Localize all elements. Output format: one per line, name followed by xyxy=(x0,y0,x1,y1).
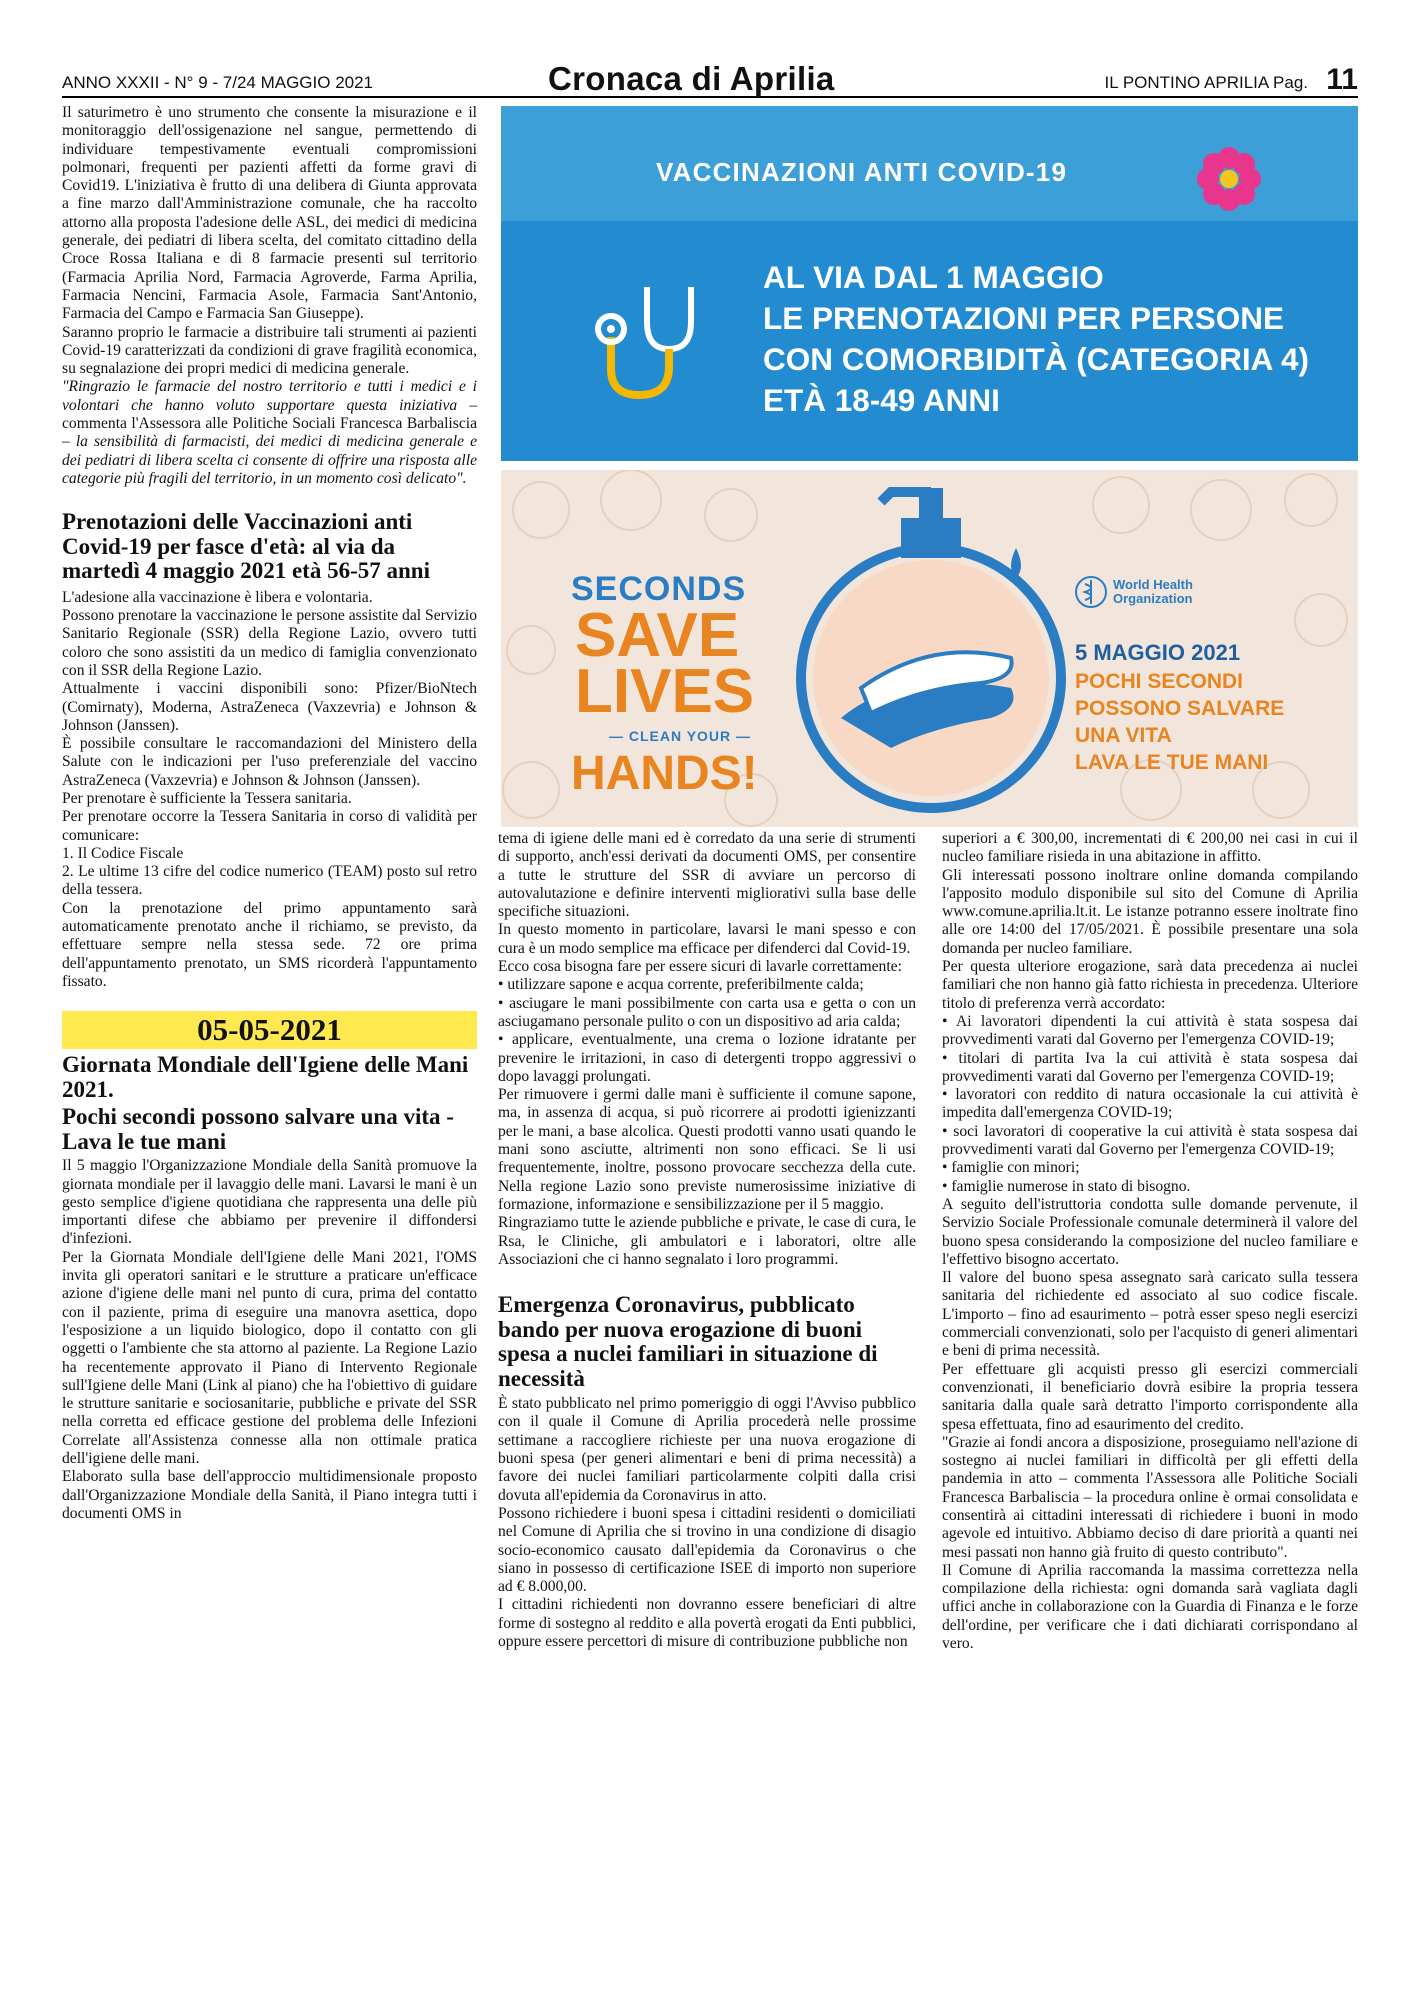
slogan-line: POSSONO SALVARE xyxy=(1075,697,1285,720)
banner-line: AL VIA DAL 1 MAGGIO xyxy=(763,259,1104,295)
article-subheadline: Pochi secondi possono salvare una vita - Lava le tue mani xyxy=(62,1104,454,1154)
paragraph: A seguito dell'istruttoria condotta sulle domande pervenute, il Servizio Sociale Professionale comunale determinerà il valore del buono spesa considerando la composizione del nucleo familiare e l'effettivo bisogno accertato. xyxy=(942,1195,1358,1268)
paragraph: Possono richiedere i buoni spesa i cittadini residenti o domiciliati nel Comune di Aprilia che si trovino in una condizione di disagio socio-economico causato dall'epidemia da Coronavirus o che siano in possesso di certificazione ISEE di importo non superiore ad € 8.000,00. xyxy=(498,1504,916,1596)
paragraph: Con la prenotazione del primo appuntamento sarà automaticamente prenotato anche il richiamo, se previsto, da effettuare sempre nella stessa sede. 72 ore prima dell'appuntamento prenotato, un SMS ricorderà l'appuntamento fissato. xyxy=(62,899,477,990)
who-logo-icon xyxy=(1073,574,1109,610)
issue-info: ANNO XXXII - N° 9 - 7/24 MAGGIO 2021 xyxy=(62,73,374,92)
paragraph: Per prenotare occorre la Tessera Sanitaria in corso di validità per comunicare: xyxy=(62,808,477,844)
page-header xyxy=(62,62,1358,98)
stethoscope-icon xyxy=(577,277,707,407)
page-number: 11 xyxy=(1326,63,1358,96)
paragraph: I cittadini richiedenti non dovranno essere beneficiari di altre forme di sostegno al reddito e alla povertà erogati da Enti pubblici, oppure essere percettori di misure di contribuzione pubbliche non xyxy=(498,1596,916,1650)
quote-paragraph xyxy=(62,378,477,488)
ad-tagline: — CLEAN YOUR — xyxy=(608,728,752,744)
paragraph: È possibile consultare le raccomandazioni del Ministero della Salute con le indicazioni per l'uso preferenziale del vaccino AstraZeneca (Vaxzevria) e Johnson & Johnson (Janssen). xyxy=(62,735,477,789)
paragraph: Il valore del buono spesa assegnato sarà caricato sulla tessera sanitaria del richiedente ed associato al suo codice fiscale. L'importo – fino ad esaurimento – potrà esser speso negli esercizi commerciali convenzionati, solo per l'acquisto di generi alimentari e beni di prima necessità. xyxy=(942,1269,1358,1360)
paragraph: tema di igiene delle mani ed è corredato da una serie di strumenti di supporto, anch'essi derivati da documenti OMS, per consentire a tutte le strutture del SSR di avviare un percorso di autovalutazione e definire interventi migliorativi sulla base delle specifiche situazioni. xyxy=(498,830,916,921)
paper-name: IL PONTINO APRILIA Pag. xyxy=(1104,73,1308,92)
list-item: • applicare, eventualmente, una crema o lozione idratante per prevenire le irritazioni, in caso di detergenti troppo aggressivi o dopo lavaggi prolungati. xyxy=(498,1031,916,1085)
paragraph: Ringraziamo tutte le aziende pubbliche e private, le case di cura, le Rsa, le Cliniche, gli ambulatori e i laboratori, oltre alle Associazioni che ci hanno segnalato i loro programmi. xyxy=(498,1214,916,1268)
paragraph: L'adesione alla vaccinazione è libera e volontaria. xyxy=(62,588,373,606)
paragraph: Gli interessati possono inoltrare online domanda compilando l'apposito modulo disponibile sul sito del Comune di Aprilia www.comune.aprilia.lt.it. Le istanze potranno essere inoltrate fino alle ore 14:00 del 17/05/2021. È possibile presentare una sola domanda per nucleo familiare. xyxy=(942,866,1358,957)
article-headline: Emergenza Coronavirus, pubblicato bando per nuova erogazione di buoni spesa a nuclei familiari in situazione di necessità xyxy=(498,1292,878,1391)
paragraph: Per effettuare gli acquisti presso gli esercizi commerciali convenzionati, il beneficiario dovrà esibire la propria tessera sanitaria dalla quale sarà detratto l'importo corrispondente alla spesa effettuata, fino ad esaurimento del credito. xyxy=(942,1360,1358,1433)
vaccination-banner xyxy=(501,106,1358,461)
section-title: Cronaca di Aprilia xyxy=(548,60,835,97)
hand-sanitizer-icon xyxy=(781,478,1081,823)
paragraph: Saranno proprio le farmacie a distribuire tali strumenti ai pazienti Covid-19 caratterizzati da condizioni di grave fragilità economica, su segnalazione dei propri medici di medicina generale. xyxy=(62,323,477,378)
who-text: Organization xyxy=(1113,591,1193,606)
who-text: World Health xyxy=(1113,577,1193,592)
paragraph: Il saturimetro è uno strumento che consente la misurazione e il monitoraggio dell'ossigenazione nel sangue, permettendo di individuare tempestivamente eventuali compromissioni polmonari, frequenti per pazienti affetti da forme gravi di Covid19. L'iniziativa è frutto di una delibera di Giunta approvata a fine marzo dall'Amministrazione comunale, che ha raccolto attorno alla proposta l'adesione delle ASL, dei medici di medicina generale, dei pediatri di libera scelta, del comitato cittadino della Croce Rossa Italiana e di 8 farmacie presenti sul territorio (Farmacia Aprilia Nord, Farmacia Agroverde, Farma Aprilia, Farmacia Nencini, Farmacia Asole, Farmacia Sant'Antonio, Farmacia del Campo e Farmacia San Giuseppe). xyxy=(62,104,477,323)
paragraph: Il Comune di Aprilia raccomanda la massima correttezza nella compilazione della richiesta: ogni domanda sarà vagliata dagli uffici anche in collaborazione con la Guardia di Finanza e le forze dell'ordine, per verificare che i dati dichiarati corrispondano al vero. xyxy=(942,1561,1358,1653)
article-headline: Giornata Mondiale dell'Igiene delle Mani 2021. xyxy=(62,1052,469,1102)
list-item: • soci lavoratori di cooperative la cui attività è stata sospesa dai provvedimenti varati dal Governo per l'emergenza COVID-19; xyxy=(942,1122,1358,1159)
banner-line: ETÀ 18-49 ANNI xyxy=(763,382,1000,418)
quote-attribution: – commenta l'Assessora alle Politiche Sociali Francesca Barbaliscia – xyxy=(62,396,477,451)
column-1 xyxy=(62,104,477,1523)
quote-text: la sensibilità di farmacisti, dei medici di medicina generale e dei pediatri di libera scelta ci consente di offrire una risposta alle categorie più fragili del territorio, in un momento così delicato". xyxy=(62,433,477,487)
paragraph: Per la Giornata Mondiale dell'Igiene delle Mani 2021, l'OMS invita gli operatori sanitari e le strutture a praticare un'efficace azione d'igiene delle mani nel punto di cura, prima del contatto con il paziente, prima di eseguire una manovra asettica, dopo l'esposizione a un liquido biologico, dopo il contatto con gli oggetti o l'ambiente che sta attorno al paziente. La Regione Lazio ha recentemente approvato il Piano di Intervento Regionale sull'Igiene delle Mani (Link al piano) che ha l'obiettivo di guidare le strutture sanitarie e sociosanitarie, pubbliche e private del SSR nella corretta ed efficace gestione del problema delle Infezioni Correlate all'Assistenza connesse alla non ottimale pratica dell'igiene delle mani. xyxy=(62,1248,477,1468)
list-item: • utilizzare sapone e acqua corrente, preferibilmente calda; xyxy=(498,976,864,994)
banner-line: CON COMORBIDITÀ (CATEGORIA 4) xyxy=(763,341,1309,377)
newspaper-page xyxy=(62,62,1358,1972)
paragraph: Elaborato sulla base dell'approccio multidimensionale proposto dall'Organizzazione Mondiale della Sanità, il Piano integra tutti i documenti OMS in xyxy=(62,1468,477,1522)
ad-headline: HANDS! xyxy=(571,747,758,800)
paragraph: È stato pubblicato nel primo pomeriggio di oggi l'Avviso pubblico con il quale il Comune di Aprilia procederà nelle prossime settimane a raccogliere richieste per una nuova erogazione di buoni spesa (per generi alimentari e beni di prima necessità) a favore dei nuclei familiari particolarmente colpiti dalla crisi dovuta all'epidemia da Coronavirus in atto. xyxy=(498,1395,916,1504)
column-3 xyxy=(942,830,1358,1653)
who-label xyxy=(1113,578,1193,606)
slogan-line: LAVA LE TUE MANI xyxy=(1075,751,1269,774)
paragraph: Per prenotare è sufficiente la Tessera sanitaria. xyxy=(62,790,352,807)
ad-headline: LIVES xyxy=(575,657,755,726)
paragraph: Attualmente i vaccini disponibili sono: Pfizer/BioNtech (Comirnaty), Moderna, AstraZeneca (Vaxzevria) e Johnson & Johnson (Janssen). xyxy=(62,680,477,734)
date-banner: 05-05-2021 xyxy=(62,1011,477,1049)
paragraph: Ecco cosa bisogna fare per essere sicuri di lavarle correttamente: xyxy=(498,958,902,976)
list-item: • lavoratori con reddito di natura occasionale la cui attività è impedita dall'emergenza COVID-19; xyxy=(942,1086,1358,1122)
ad-slogan xyxy=(1075,668,1284,776)
article-headline: Prenotazioni delle Vaccinazioni anti Covid-19 per fasce d'età: al via da martedì 4 maggio 2021 età 56-57 anni xyxy=(62,509,430,584)
paragraph: Il 5 maggio l'Organizzazione Mondiale della Sanità promuove la giornata mondiale per il lavaggio delle mani. Lavarsi le mani è un gesto semplice d'igiene quotidiana che rappresenta una delle più importanti difese che abbiamo per prevenire il diffondersi d'infezioni. xyxy=(62,1157,477,1248)
paragraph: superiori a € 300,00, incrementati di € 200,00 nei casi in cui il nucleo familiare risieda in una abitazione in affitto. xyxy=(942,830,1358,866)
column-2 xyxy=(498,830,916,1651)
hand-hygiene-banner xyxy=(501,470,1358,827)
list-item: • Ai lavoratori dipendenti la cui attività è stata sospesa dai provvedimenti varati dal Governo per l'emergenza COVID-19; xyxy=(942,1012,1358,1049)
banner-title: VACCINAZIONI ANTI COVID-19 xyxy=(656,157,1068,187)
banner-message xyxy=(763,257,1309,421)
quote-paragraph: "Grazie ai fondi ancora a disposizione, proseguiamo nell'azione di sostegno ai nuclei familiari in difficoltà per gli effetti della pandemia in atto – commenta l'Assessora alle Politiche Sociali Francesca Barbaliscia – la procedura online è ormai consolidata e consentirà ai cittadini interessati di richiedere i buoni in modo agevole ed intuitivo. Abbiamo deciso di dare priorità a quanti nei mesi passati non hanno già fruito di questo contributo". xyxy=(942,1433,1358,1561)
ad-headline: SAVE xyxy=(575,601,740,670)
paragraph: Possono prenotare la vaccinazione le persone assistite dal Servizio Sanitario Regionale (SSR) della Regione Lazio, ovvero tutti coloro che sono assistiti da un medico di famiglia convenzionato con il SSR della Regione Lazio. xyxy=(62,607,477,679)
paragraph: Per rimuovere i germi dalle mani è sufficiente il comune sapone, ma, in assenza di acqua, si può ricorrere ai prodotti igienizzanti per le mani, a base alcolica. Questi prodotti vanno usati quando le mani sono asciutte, altrimenti non sono efficaci. Se li usi frequentemente, inoltre, possono provocare secchezza della cute. Nella regione Lazio sono previste numerosissime iniziative di formazione, informazione e sensibilizzazione per il 5 maggio. xyxy=(498,1086,916,1213)
ad-date: 5 MAGGIO 2021 xyxy=(1075,640,1241,665)
slogan-line: POCHI SECONDI xyxy=(1075,670,1244,693)
list-item: • famiglie con minori; xyxy=(942,1159,1080,1177)
list-item: 2. Le ultime 13 cifre del codice numerico (TEAM) posto sul retro della tessera. xyxy=(62,863,477,899)
list-item: • famiglie numerose in stato di bisogno. xyxy=(942,1177,1191,1195)
paragraph: In questo momento in particolare, lavarsi le mani spesso e con cura è un modo semplice ma efficace per difenderci dal Covid-19. xyxy=(498,921,916,957)
list-item: • titolari di partita Iva la cui attività è stata sospesa dai provvedimenti varati dal Governo per l'emergenza COVID-19; xyxy=(942,1049,1358,1085)
quote-text: "Ringrazio le farmacie del nostro territorio e tutti i medici e i volontari che hanno voluto supportare questa iniziativa xyxy=(62,378,477,414)
ad-headline: SECONDS xyxy=(571,570,747,608)
slogan-line: UNA VITA xyxy=(1075,724,1172,747)
list-item: 1. Il Codice Fiscale xyxy=(62,844,184,862)
banner-line: LE PRENOTAZIONI PER PERSONE xyxy=(763,300,1284,336)
paragraph: Per questa ulteriore erogazione, sarà data precedenza ai nuclei familiari che non hanno già fatto richiesta in precedenza. Ulteriore titolo di preferenza verrà accordato: xyxy=(942,958,1358,1012)
list-item: • asciugare le mani possibilmente con carta usa e getta o con un asciugamano personale pulito o con un dispositivo ad aria calda; xyxy=(498,994,916,1030)
flower-icon xyxy=(1194,144,1264,214)
